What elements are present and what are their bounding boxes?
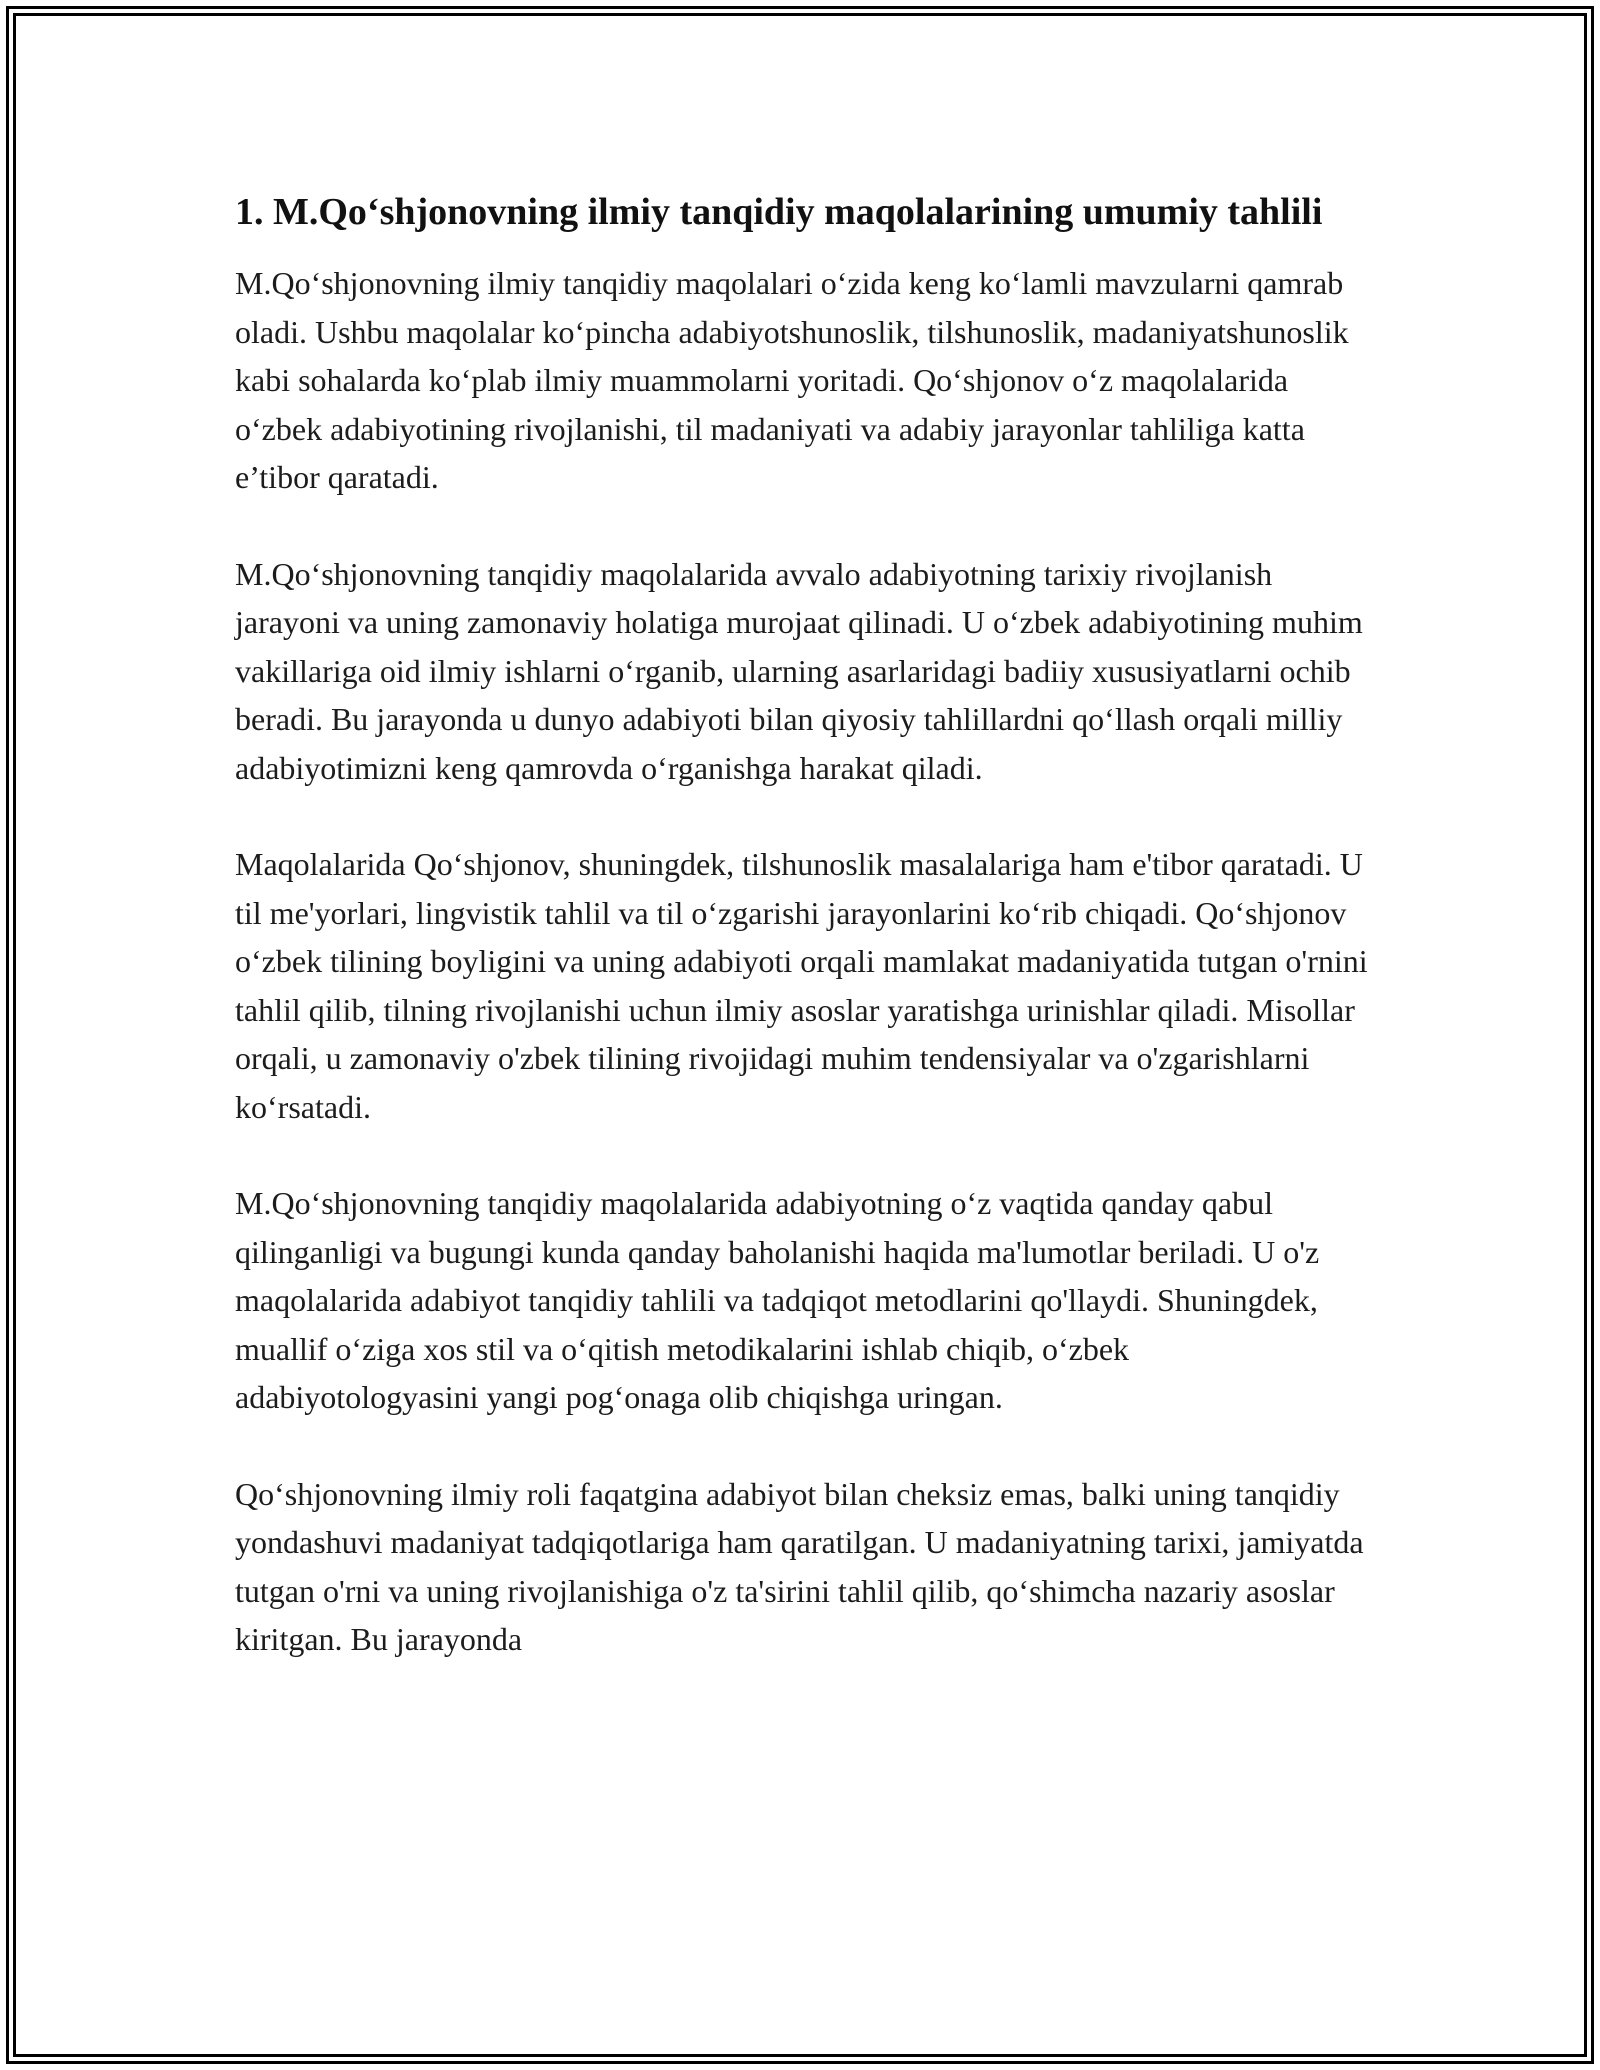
- paragraph-1: M.Qo‘shjonovning ilmiy tanqidiy maqolalari o‘zida keng ko‘lamli mavzularni qamrab oladi. Ushbu maqolalar ko‘pincha adabiyotshunoslik, tilshunoslik, madaniyatshunoslik kabi sohalarda ko‘plab ilmiy muammolarni yoritadi. Qo‘shjonov o‘z maqolalarida o‘zbek adabiyotining rivojlanishi, til madaniyati va adabiy jarayonlar tahliliga katta e’tibor qaratadi.: [235, 265, 1349, 495]
- paragraph-5: Qo‘shjonovning ilmiy roli faqatgina adabiyot bilan cheksiz emas, balki uning tanqidiy yondashuvi madaniyat tadqiqotlariga ham qaratilgan. U madaniyatning tarixi, jamiyatda tutgan o'rni va uning rivojlanishiga o'z ta'sirini tahlil qilib, qo‘shimcha nazariy asoslar kiritgan. Bu jarayonda: [235, 1475, 1364, 1657]
- section-heading: 1. M.Qo‘shjonovning ilmiy tanqidiy maqolalarining umumiy tahlili: [235, 191, 1323, 233]
- paragraph-2: M.Qo‘shjonovning tanqidiy maqolalarida avvalo adabiyotning tarixiy rivojlanish jarayoni va uning zamonaviy holatiga murojaat qilinadi. U o‘zbek adabiyotining muhim vakillariga oid ilmiy ishlarni o‘rganib, ularning asarlaridagi badiiy xususiyatlarni ochib beradi. Bu jarayonda u dunyo adabiyoti bilan qiyosiy tahlillardni qo‘llash orqali milliy adabiyotimizni keng qamrovda o‘rganishga harakat qiladi.: [235, 555, 1363, 786]
- paragraph-3: Maqolalarida Qo‘shjonov, shuningdek, tilshunoslik masalalariga ham e'tibor qaratadi. U til me'yorlari, lingvistik tahlil va til o‘zgarishi jarayonlarini ko‘rib chiqadi. Qo‘shjonov o‘zbek tilining boyligini va uning adabiyoti orqali mamlakat madaniyatida tutgan o'rnini tahlil qilib, tilning rivojlanishi uchun ilmiy asoslar yaratishga urinishlar qiladi. Misollar orqali, u zamonaviy o'zbek tilining rivojidagi muhim tendensiyalar va o'zgarishlarni ko‘rsatadi.: [235, 846, 1368, 1125]
- paragraph-4: M.Qo‘shjonovning tanqidiy maqolalarida adabiyotning o‘z vaqtida qanday qabul qilinganligi va bugungi kunda qanday baholanishi haqida ma'lumotlar beriladi. U o'z maqolalarida adabiyot tanqidiy tahlili va tadqiqot metodlarini qo'llaydi. Shuningdek, muallif o‘ziga xos stil va o‘qitish metodikalarini ishlab chiqib, o‘zbek adabiyotologyasini yangi pog‘onaga olib chiqishga uringan.: [235, 1185, 1320, 1415]
- document-page: [235, 185, 1370, 1664]
